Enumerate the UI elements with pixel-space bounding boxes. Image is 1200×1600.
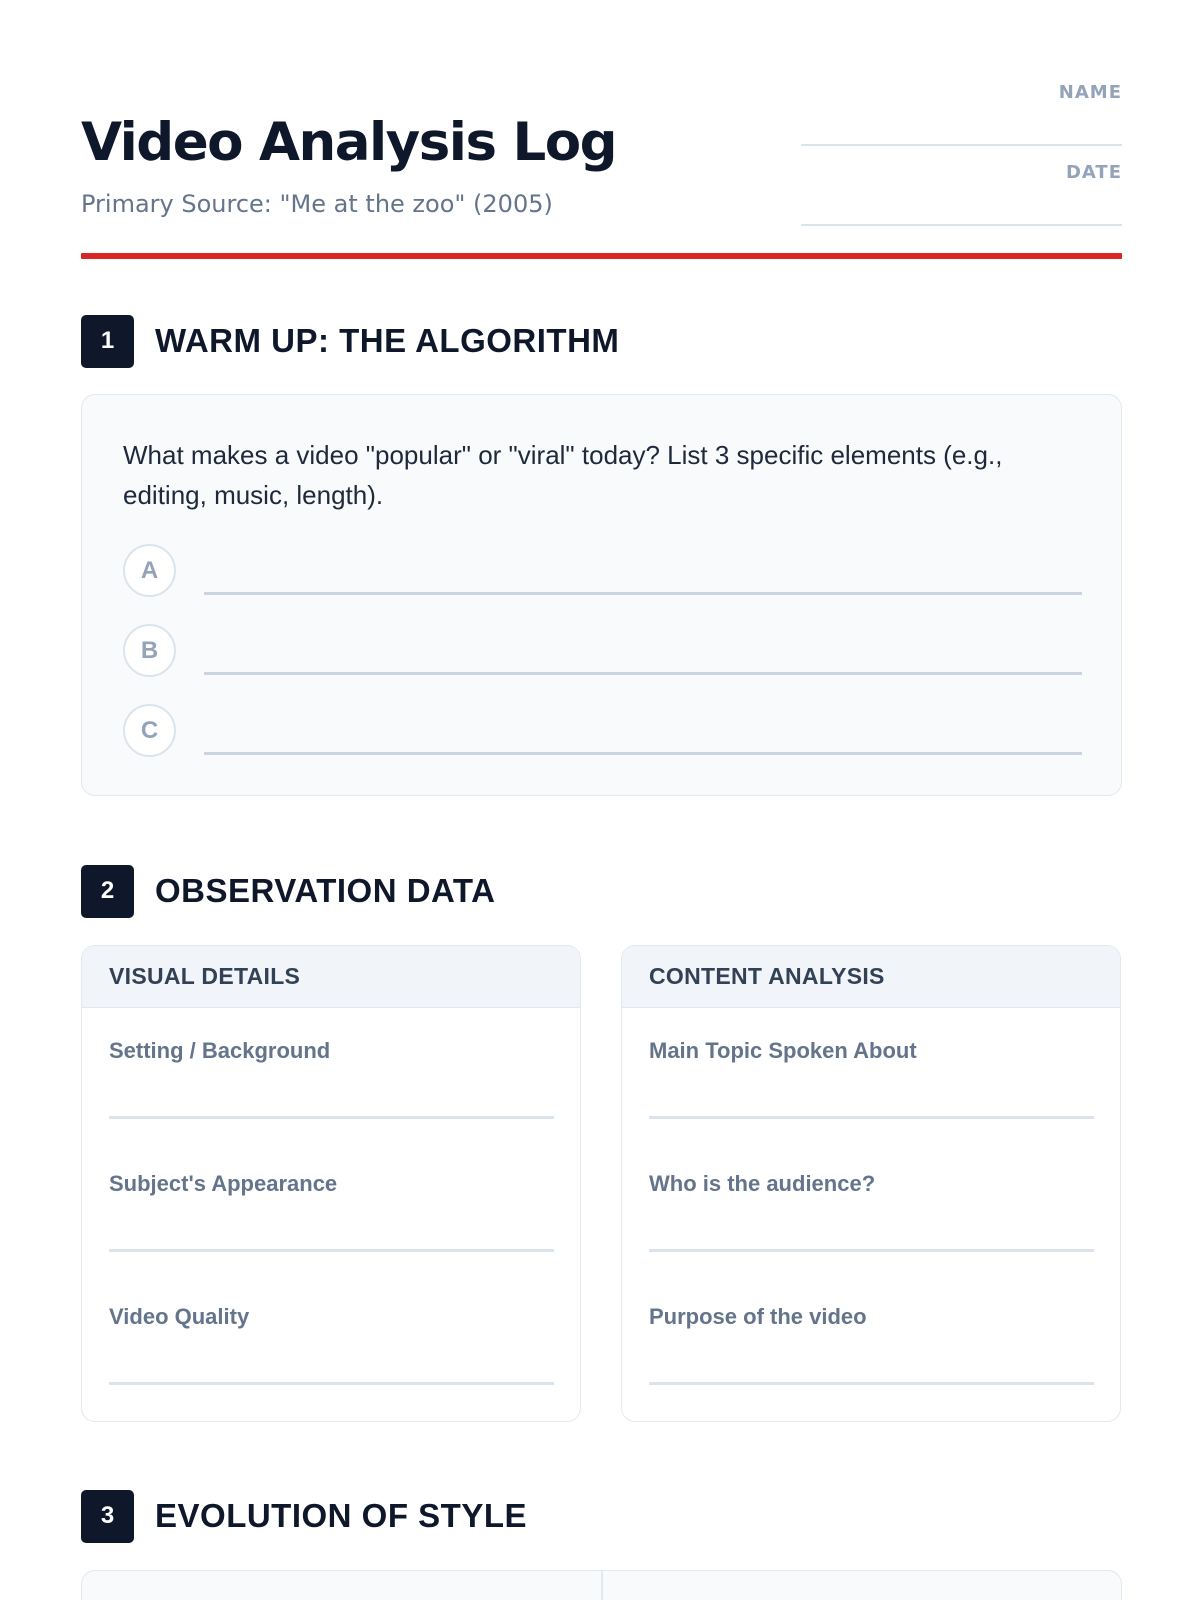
answer-row-c <box>123 704 1083 758</box>
answer-marker-a: A <box>123 544 176 597</box>
answer-row-b <box>123 624 1083 678</box>
header-divider <box>81 253 1122 259</box>
field-purpose-line[interactable] <box>649 1382 1094 1385</box>
field-video-quality-line[interactable] <box>109 1382 554 1385</box>
field-main-topic-label: Main Topic Spoken About <box>649 1038 917 1063</box>
section-3-title: EVOLUTION OF STYLE <box>155 1497 528 1534</box>
answer-line-a[interactable] <box>204 592 1082 595</box>
section-3-badge: 3 <box>81 1490 134 1543</box>
warm-up-prompt: What makes a video "popular" or "viral" today? List 3 specific elements (e.g., editing, music, length). <box>123 440 1003 510</box>
page-subtitle: Primary Source: "Me at the zoo" (2005) <box>81 190 553 218</box>
field-main-topic <box>649 1038 1094 1064</box>
warm-up-card <box>81 394 1122 796</box>
worksheet-header <box>81 60 1122 260</box>
section-1-title: WARM UP: THE ALGORITHM <box>155 322 620 359</box>
field-audience-line[interactable] <box>649 1249 1094 1252</box>
field-main-topic-line[interactable] <box>649 1116 1094 1119</box>
answer-marker-c: C <box>123 704 176 757</box>
content-analysis-heading: CONTENT ANALYSIS <box>622 946 1120 1008</box>
field-audience-label: Who is the audience? <box>649 1171 876 1196</box>
field-appearance-line[interactable] <box>109 1249 554 1252</box>
field-purpose <box>649 1304 1094 1330</box>
section-1-heading <box>81 314 619 368</box>
field-video-quality <box>109 1304 554 1330</box>
answer-marker-b: B <box>123 624 176 677</box>
field-appearance-label: Subject's Appearance <box>109 1171 338 1196</box>
section-2-heading <box>81 864 495 918</box>
section-1-badge: 1 <box>81 315 134 368</box>
field-setting-line[interactable] <box>109 1116 554 1119</box>
field-setting <box>109 1038 554 1064</box>
field-setting-label: Setting / Background <box>109 1038 331 1063</box>
visual-details-panel <box>81 945 581 1422</box>
name-label: NAME <box>1058 82 1122 103</box>
answer-row-a <box>123 544 1083 598</box>
page-title: Video Analysis Log <box>81 112 617 173</box>
field-audience <box>649 1171 1094 1197</box>
name-field[interactable] <box>801 144 1122 146</box>
field-video-quality-label: Video Quality <box>109 1304 250 1329</box>
date-label: DATE <box>1065 162 1122 183</box>
content-analysis-panel <box>621 945 1121 1422</box>
visual-details-heading: VISUAL DETAILS <box>82 946 580 1008</box>
date-field[interactable] <box>801 224 1122 226</box>
field-purpose-label: Purpose of the video <box>649 1304 867 1329</box>
section-2-badge: 2 <box>81 865 134 918</box>
section-2-title: OBSERVATION DATA <box>155 872 496 909</box>
answer-line-b[interactable] <box>204 672 1082 675</box>
answer-line-c[interactable] <box>204 752 1082 755</box>
evolution-card-divider <box>601 1571 603 1600</box>
evolution-card <box>81 1570 1122 1600</box>
section-3-heading <box>81 1489 527 1543</box>
field-appearance <box>109 1171 554 1197</box>
